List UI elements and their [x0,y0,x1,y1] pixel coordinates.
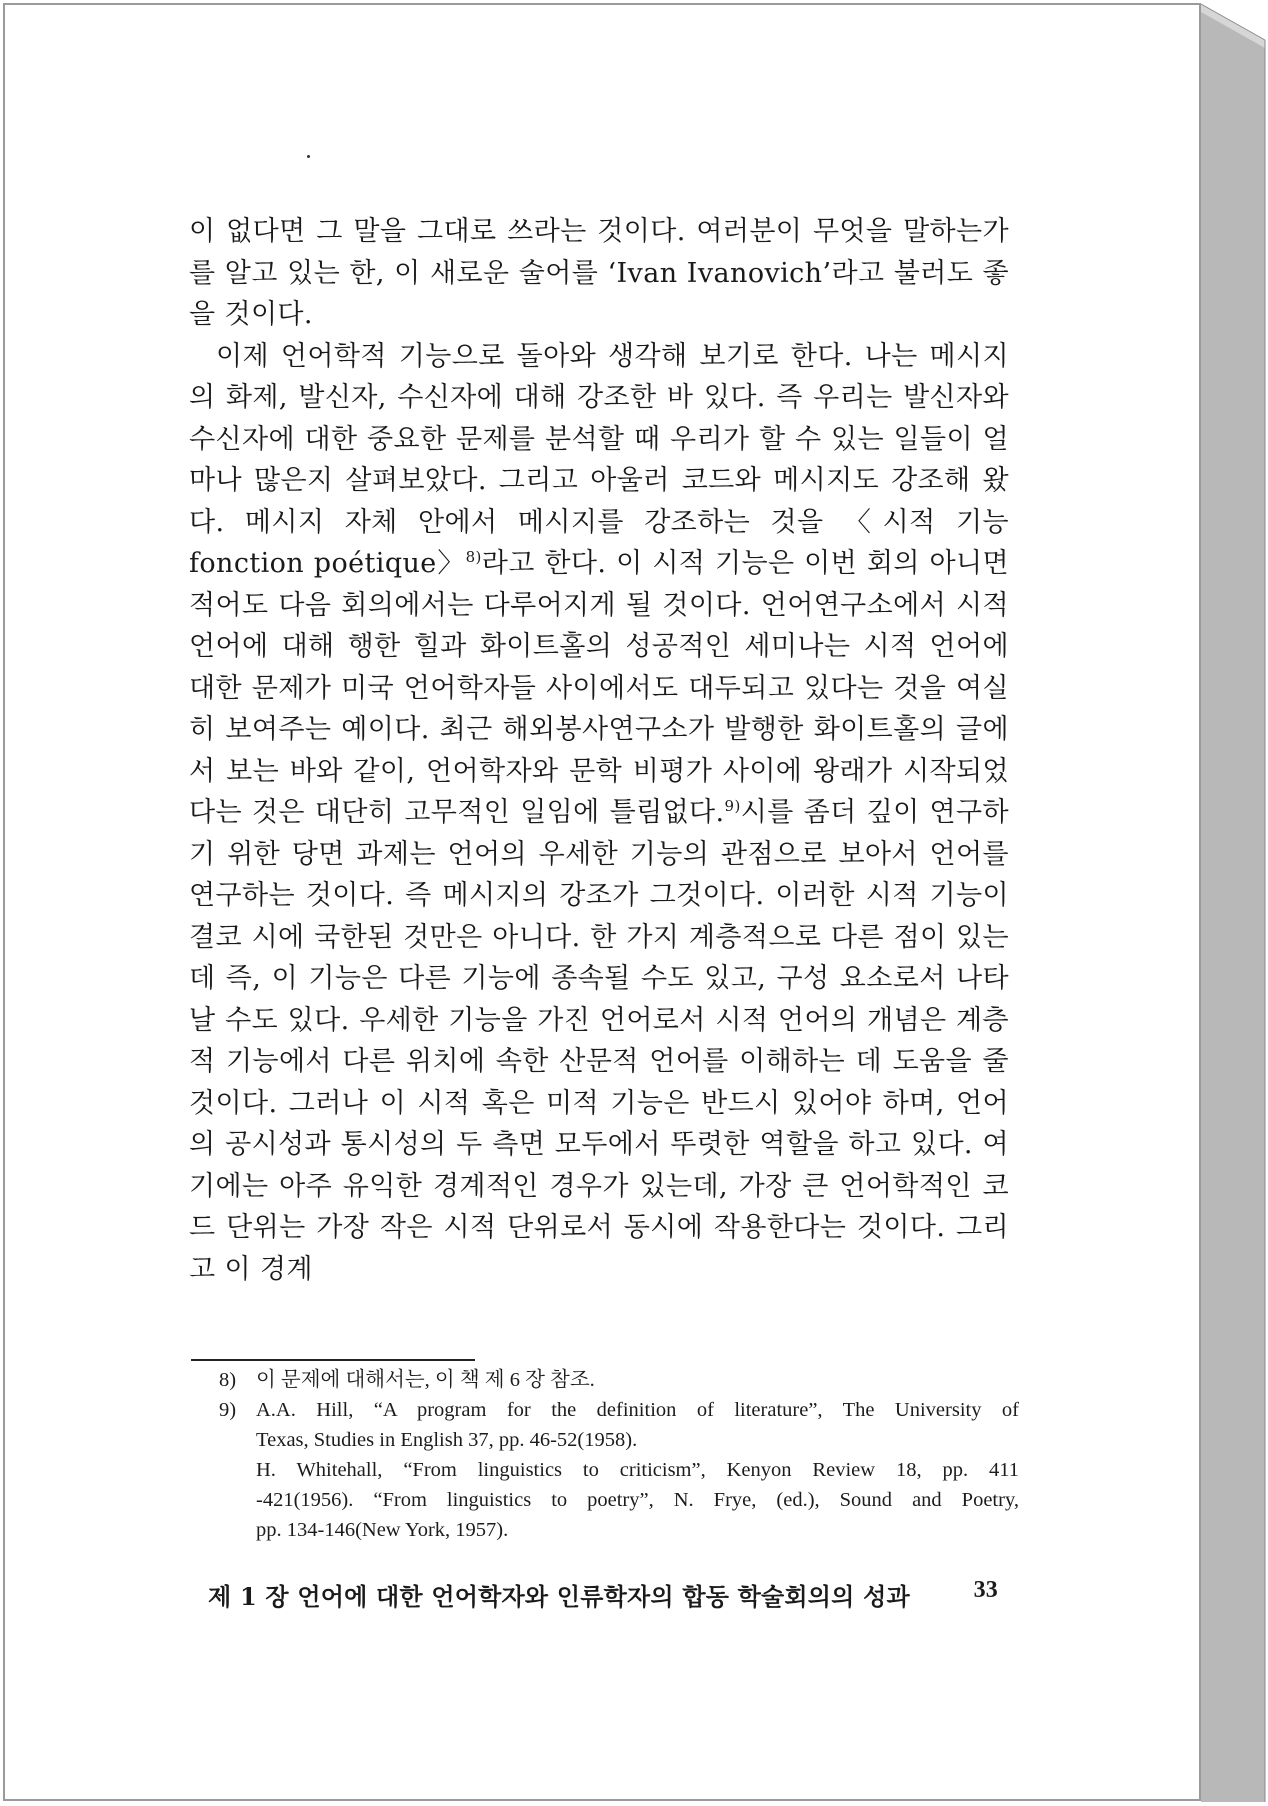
footnotes [219,1365,1019,1545]
paragraph-2-part-b: 라고 한다. 이 시적 기능은 이번 회의 아니면 적어도 다음 회의에서는 다루어지게 될 것이다. 언어연구소에서 시적 언어에 대해 행한 힐과 화이트홀의 성공적인 세미나는 시적 언어에 대한 문제가 미국 언어학자들 사이에서도 대두되고 있다는 것을 여실히 보여주는 예이다. 최근 해외봉사연구소가 발행한 화이트홀의 글에서 보는 바와 같이, 언어학자와 문학 비평가 사이에 왕래가 시작되었다는 것은 대단히 고무적인 일임에 틀림없다. [189,548,1010,828]
footnote-ref-9: 9) [724,797,741,815]
footnote-line: -421(1956). “From linguistics to poetry”, N. Frye, (ed.), Sound and Poetry, [256,1489,1019,1511]
footnote-number: 8) [219,1369,237,1391]
paragraph-2-part-a: 이제 언어학적 기능으로 돌아와 생각해 보기로 한다. 나는 메시지의 화제, 발신자, 수신자에 대해 강조한 바 있다. 즉 우리는 발신자와 수신자에 대한 중요한 문제를 분석할 때 우리가 할 수 있는 일들이 얼마나 많은지 살펴보았다. 그리고 아울러 코드와 메시지도 강조해 왔다. 메시지 자체 안에서 메시지를 강조하는 것을 〈시적 기능 fonction poétique〉 [189,340,1009,579]
footnote-line: A.A. Hill, “A program for the definition of literature”, The University of [256,1399,1019,1421]
footnote-divider [191,1359,475,1361]
footnote-8 [219,1365,1019,1395]
footnote-9 [219,1395,1019,1545]
paragraph-2-part-c: 시를 좀더 깊이 연구하기 위한 당면 과제는 언어의 우세한 기능의 관점으로 보아서 언어를 연구하는 것이다. 즉 메시지의 강조가 그것이다. 이러한 시적 기능이 결코 시에 국한된 것만은 아니다. 한 가지 계층적으로 다른 점이 있는데 즉, 이 기능은 다른 기능에 종속될 수도 있고, 구성 요소로서 나타날 수도 있다. 우세한 기능을 가진 언어로서 시적 언어의 개념은 계층적 기능에서 다른 위치에 속한 산문적 언어를 이해하는 데 도움을 줄 것이다. 그러나 이 시적 혹은 미적 기능은 반드시 있어야 하며, 언어의 공시성과 통시성의 두 측면 모두에서 뚜렷한 역할을 하고 있다. 여기에는 아주 유익한 경계적인 경우가 있는데, 가장 큰 언어학적인 코드 단위는 가장 작은 시적 단위로서 동시에 작용한다는 것이다. 그리고 이 경계 [189,797,1009,1285]
footnote-number: 9) [219,1399,237,1421]
main-text [189,211,1009,1290]
chapter-title: 제 1 장 언어에 대한 언어학자와 인류학자의 합동 학술회의의 성과 [208,1582,910,1611]
footnote-line: 이 문제에 대해서는, 이 책 제 6 장 참조. [256,1369,595,1391]
footnote-line: pp. 134-146(New York, 1957). [256,1519,509,1541]
paragraph-2 [189,336,1009,1291]
footnote-line: H. Whitehall, “From linguistics to criticism”, Kenyon Review 18, pp. 411 [256,1459,1019,1481]
paragraph-1: 이 없다면 그 말을 그대로 쓰라는 것이다. 여러분이 무엇을 말하는가를 알고 있는 한, 이 새로운 술어를 ‘Ivan Ivanovich’라고 불러도 좋을 것이다. [189,216,1009,330]
running-footer [208,1577,998,1612]
footnote-line: Texas, Studies in English 37, pp. 46-52(1958). [256,1429,638,1451]
page-number: 33 [973,1577,998,1603]
document-page [3,3,1201,1801]
scan-speck [307,155,310,158]
footnote-ref-8: 8) [465,548,482,566]
